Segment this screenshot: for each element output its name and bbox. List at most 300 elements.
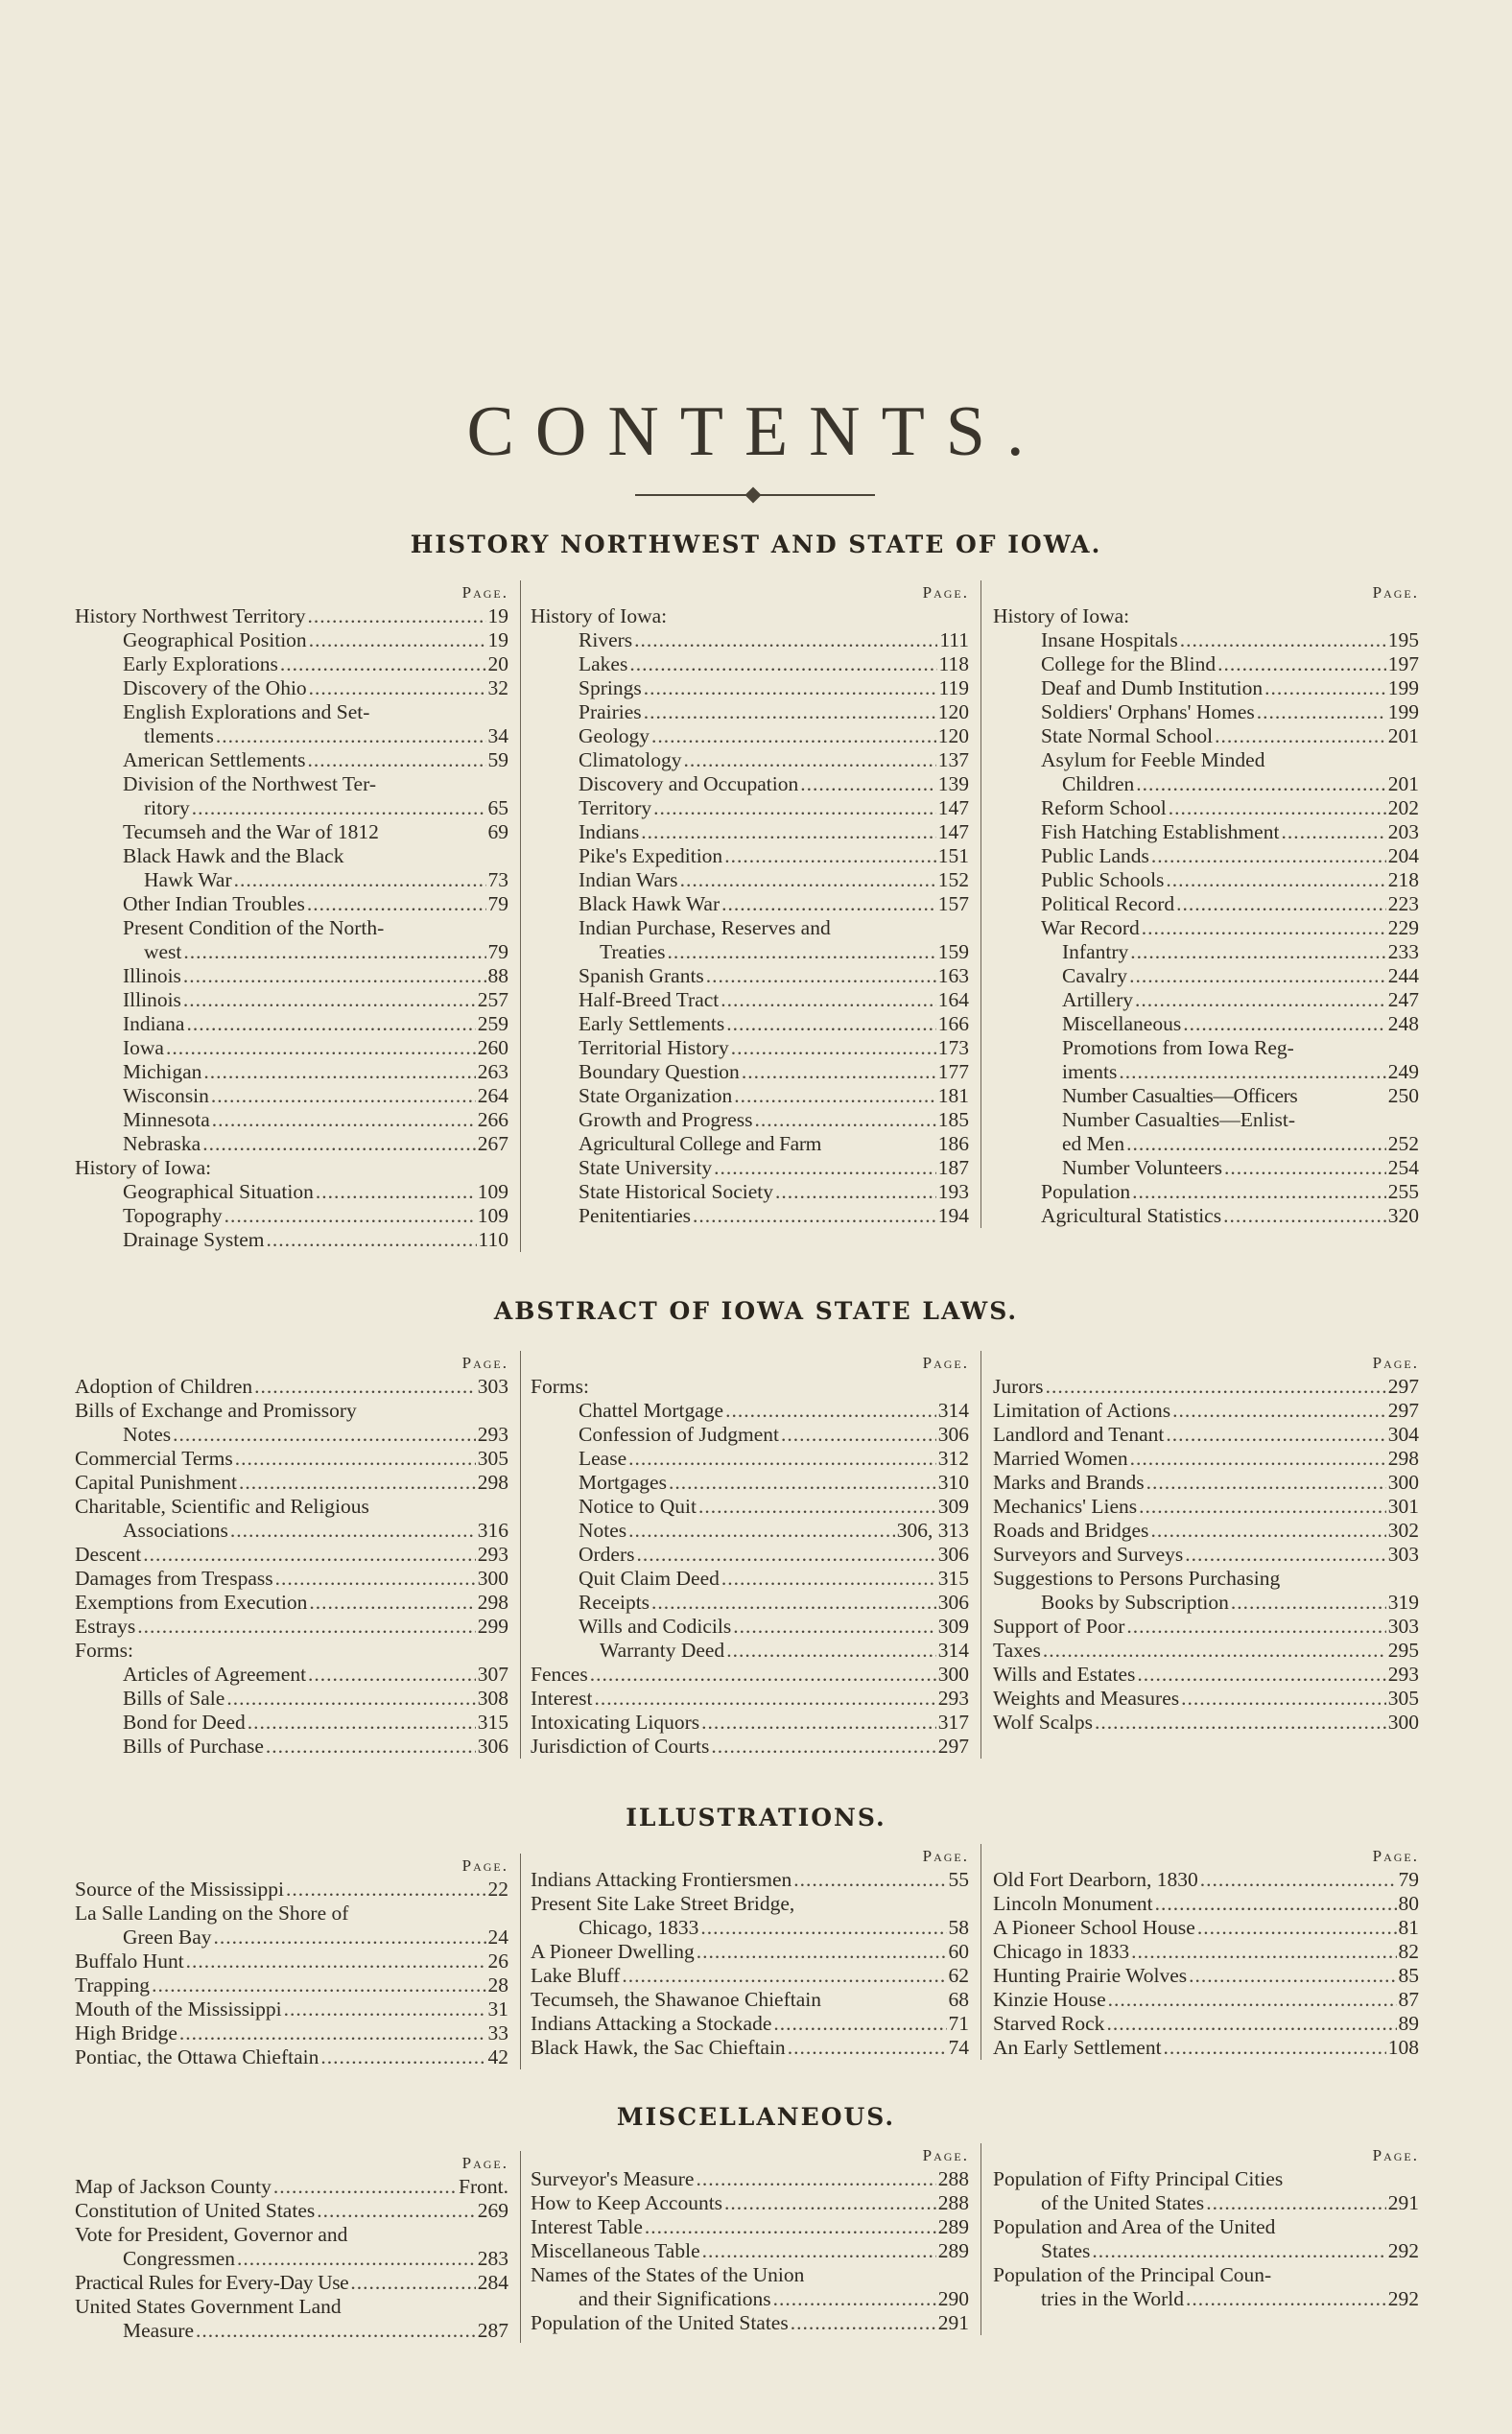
toc-entry-title: Number Casualties—Officers	[1062, 1084, 1298, 1107]
dot-leader	[667, 940, 935, 964]
toc-heading-line: Population of the Principal Coun-	[993, 2263, 1272, 2286]
toc-entry-title: Constitution of United States	[75, 2199, 316, 2222]
toc-entry-page-number: 79	[487, 940, 508, 963]
toc-entry-title: Territorial History	[579, 1036, 729, 1059]
toc-entry-page-number: 306	[937, 1591, 969, 1614]
toc-entry-page-number: Front.	[459, 2175, 508, 2198]
toc-entry-title: Wills and Codicils	[579, 1615, 732, 1638]
toc-entry-title: Damages from Trespass	[75, 1567, 273, 1590]
toc-entry	[531, 1940, 980, 1964]
dot-leader	[309, 1591, 475, 1615]
dot-leader	[1046, 1375, 1386, 1399]
toc-entry-page-number: 26	[487, 1950, 508, 1973]
page-column-label: Page.	[922, 2146, 969, 2164]
toc-entry-title: Penitentiaries	[579, 1204, 692, 1227]
toc-entry-page-number: 295	[1387, 1639, 1419, 1662]
toc-entry	[993, 1892, 1430, 1916]
toc-entry-title: tlements	[144, 724, 214, 747]
toc-entry-page-number: 287	[477, 2319, 508, 2342]
dot-leader	[284, 1997, 486, 2021]
toc-entry-title: Early Explorations	[123, 652, 278, 675]
toc-entry	[531, 2036, 980, 2060]
toc-entry-title: tries in the World	[1041, 2287, 1184, 2310]
toc-entry-title: Intoxicating Liquors	[531, 1711, 700, 1734]
toc-entry-page-number: 310	[937, 1471, 969, 1494]
toc-entry-page-number: 303	[1387, 1543, 1419, 1566]
toc-entry	[993, 1495, 1430, 1519]
toc-entry-page-number: 263	[477, 1060, 508, 1083]
toc-heading-line: History of Iowa:	[531, 604, 668, 627]
toc-entry	[531, 796, 980, 820]
toc-entry-page-number: 85	[1398, 1964, 1419, 1987]
dot-leader	[1166, 868, 1385, 892]
toc-entry-title: Indian Wars	[579, 868, 678, 891]
section-heading-miscellaneous: MISCELLANEOUS.	[616, 2103, 896, 2131]
toc-entry	[993, 1012, 1430, 1036]
toc-entry-title: Miscellaneous	[1062, 1012, 1182, 1035]
toc-entry-page-number: 157	[937, 892, 969, 915]
toc-entry-title: Articles of Agreement	[123, 1663, 307, 1686]
toc-entry-page-number: 65	[487, 796, 508, 819]
toc-entry	[993, 1591, 1430, 1615]
toc-entry	[75, 1615, 520, 1639]
toc-entry	[993, 1471, 1430, 1495]
toc-entry-title: Surveyors and Surveys	[993, 1543, 1184, 1566]
miscellaneous-column-2	[521, 2143, 981, 2335]
toc-entry-page-number: 307	[477, 1663, 508, 1686]
dot-leader	[203, 1060, 475, 1084]
toc-entry-title: Infantry	[1062, 940, 1129, 963]
toc-entry	[993, 1180, 1430, 1204]
dot-leader	[183, 940, 485, 964]
toc-entry-page-number: 250	[1387, 1084, 1419, 1107]
toc-entry-title: Michigan	[123, 1060, 202, 1083]
toc-entry-title: Miscellaneous Table	[531, 2239, 700, 2262]
dot-leader	[308, 1663, 476, 1687]
toc-entry-page-number: 197	[1387, 652, 1419, 675]
dot-leader	[1206, 2191, 1386, 2215]
toc-entry-title: Chicago in 1833	[993, 1940, 1130, 1963]
dot-leader	[726, 1012, 935, 1036]
toc-entry-page-number: 306	[937, 1423, 969, 1446]
toc-entry-title: Taxes	[993, 1639, 1041, 1662]
laws-column-3	[981, 1351, 1430, 1735]
toc-entry	[531, 1423, 980, 1447]
toc-entry-page-number: 69	[487, 820, 508, 843]
toc-entry	[993, 1711, 1430, 1735]
toc-entry	[993, 724, 1430, 748]
toc-entry	[531, 1132, 980, 1156]
toc-entry	[531, 2239, 980, 2263]
toc-entry	[75, 1735, 520, 1759]
toc-entry	[531, 628, 980, 652]
toc-entry-title: Hunting Prairie Wolves	[993, 1964, 1188, 1987]
toc-entry-page-number: 87	[1398, 1988, 1419, 2011]
toc-heading-line: Names of the States of the Union	[531, 2263, 805, 2286]
toc-entry-page-number: 312	[937, 1447, 969, 1470]
dot-leader	[350, 2271, 475, 2295]
dot-leader	[1176, 892, 1386, 916]
toc-heading-line: Population and Area of the United	[993, 2215, 1276, 2238]
dot-leader	[1131, 1940, 1396, 1964]
toc-entry	[993, 1375, 1430, 1399]
toc-entry-title: Number Volunteers	[1062, 1156, 1223, 1179]
toc-entry-page-number: 62	[948, 1964, 969, 1987]
dot-leader	[1119, 1060, 1385, 1084]
toc-entry	[531, 1471, 980, 1495]
toc-entry-title: Support of Poor	[993, 1615, 1125, 1638]
toc-entry	[75, 892, 520, 916]
toc-entry-title: State Normal School	[1041, 724, 1214, 747]
toc-entry	[993, 2191, 1430, 2215]
toc-entry-page-number: 120	[937, 700, 969, 723]
section-heading-illustrations: ILLUSTRATIONS.	[626, 1804, 886, 1831]
toc-entry	[531, 1060, 980, 1084]
toc-entry	[531, 2311, 980, 2335]
dot-leader	[725, 1399, 936, 1423]
page-column-label: Page.	[1372, 1847, 1419, 1865]
toc-entry-page-number: 187	[937, 1156, 969, 1179]
toc-entry-page-number: 293	[1387, 1663, 1419, 1686]
toc-entry-title: Notes	[579, 1519, 627, 1542]
toc-entry	[531, 964, 980, 988]
toc-entry-page-number: 303	[1387, 1615, 1419, 1638]
toc-entry-title: Indians	[579, 820, 640, 843]
toc-entry-page-number: 118	[938, 652, 969, 675]
toc-entry-title: American Settlements	[123, 748, 306, 771]
toc-entry	[75, 1204, 520, 1228]
toc-entry	[75, 796, 520, 820]
dot-leader	[1135, 988, 1386, 1012]
toc-entry-title: Associations	[123, 1519, 228, 1542]
dot-leader	[192, 796, 486, 820]
toc-entry-title: Geographical Position	[123, 628, 307, 651]
toc-entry-page-number: 108	[1387, 2036, 1419, 2059]
toc-entry-page-number: 137	[937, 748, 969, 771]
toc-entry-page-number: 306	[477, 1735, 508, 1758]
toc-entry-page-number: 292	[1387, 2287, 1419, 2310]
toc-entry-title: Nebraska	[123, 1132, 201, 1155]
dot-leader	[721, 988, 935, 1012]
dot-leader	[1136, 772, 1386, 796]
toc-entry-title: Receipts	[579, 1591, 650, 1614]
toc-entry	[531, 772, 980, 796]
dot-leader	[196, 2319, 476, 2343]
toc-entry-page-number: 297	[1387, 1375, 1419, 1398]
dot-leader	[594, 1687, 935, 1711]
toc-entry-title: Illinois	[123, 964, 181, 987]
dot-leader	[1132, 1180, 1386, 1204]
toc-entry-title: Surveyor's Measure	[531, 2167, 695, 2190]
dot-leader	[273, 2175, 457, 2199]
toc-heading-line: Vote for President, Governor and	[75, 2223, 348, 2246]
toc-entry	[75, 1108, 520, 1132]
toc-entry	[75, 1663, 520, 1687]
dot-leader	[1150, 1519, 1385, 1543]
dot-leader	[179, 2021, 486, 2045]
toc-heading-line: Bills of Exchange and Promissory	[75, 1399, 357, 1422]
toc-entry-title: Agricultural Statistics	[1041, 1204, 1222, 1227]
toc-entry	[531, 1591, 980, 1615]
toc-entry-page-number: 199	[1387, 700, 1419, 723]
toc-entry-title: Bills of Purchase	[123, 1735, 264, 1758]
dot-leader	[173, 1423, 476, 1447]
dot-leader	[183, 988, 476, 1012]
toc-entry	[993, 892, 1430, 916]
toc-entry-title: Discovery and Occupation	[579, 772, 799, 795]
page-column-label: Page.	[461, 1856, 508, 1875]
toc-entry	[993, 1060, 1430, 1084]
toc-entry-title: Deaf and Dumb Institution	[1041, 676, 1264, 699]
toc-entry-title: Orders	[579, 1543, 635, 1566]
toc-entry-title: Indiana	[123, 1012, 185, 1035]
dot-leader	[237, 2247, 476, 2271]
dot-leader	[700, 1916, 946, 1940]
toc-entry-page-number: 177	[937, 1060, 969, 1083]
toc-entry-title: Drainage System	[123, 1228, 265, 1251]
dot-leader	[1130, 1447, 1386, 1471]
toc-entry-page-number: 269	[477, 2199, 508, 2222]
toc-entry	[993, 700, 1430, 724]
toc-entry	[75, 1084, 520, 1108]
toc-entry	[531, 1399, 980, 1423]
toc-entry-page-number: 260	[477, 1036, 508, 1059]
toc-entry-title: Reform School	[1041, 796, 1167, 819]
toc-entry-title: Limitation of Actions	[993, 1399, 1171, 1422]
toc-entry	[531, 1567, 980, 1591]
toc-heading-line: History of Iowa:	[993, 604, 1130, 627]
toc-heading-line: Promotions from Iowa Reg-	[1062, 1036, 1294, 1059]
toc-entry	[993, 1964, 1430, 1988]
toc-heading-line: History of Iowa:	[75, 1156, 212, 1179]
toc-entry	[531, 1615, 980, 1639]
toc-entry-page-number: 288	[937, 2191, 969, 2214]
toc-entry-title: Interest Table	[531, 2215, 643, 2238]
dot-leader	[137, 1615, 475, 1639]
toc-entry	[75, 1567, 520, 1591]
toc-entry	[531, 1663, 980, 1687]
toc-entry	[993, 1543, 1430, 1567]
toc-entry-title: Public Schools	[1041, 868, 1165, 891]
page-column-label: Page.	[461, 583, 508, 602]
toc-entry	[75, 1036, 520, 1060]
toc-entry	[993, 1988, 1430, 2012]
toc-entry-page-number: 293	[477, 1543, 508, 1566]
toc-entry-page-number: 254	[1387, 1156, 1419, 1179]
dot-leader	[644, 700, 936, 724]
toc-entry	[531, 940, 980, 964]
toc-entry-page-number: 300	[477, 1567, 508, 1590]
toc-entry	[75, 1375, 520, 1399]
toc-entry-title: Kinzie House	[993, 1988, 1106, 2011]
laws-column-2	[521, 1351, 981, 1759]
dot-leader	[669, 1471, 936, 1495]
toc-entry-title: Insane Hospitals	[1041, 628, 1178, 651]
toc-entry	[993, 964, 1430, 988]
toc-entry-page-number: 33	[487, 2021, 508, 2044]
toc-entry-title: Green Bay	[123, 1926, 212, 1949]
toc-entry-page-number: 19	[487, 604, 508, 627]
toc-entry	[75, 1926, 520, 1950]
toc-entry-page-number: 292	[1387, 2239, 1419, 2262]
toc-entry-title: Mechanics' Liens	[993, 1495, 1138, 1518]
toc-entry-page-number: 320	[1387, 1204, 1419, 1227]
toc-entry-title: Measure	[123, 2319, 195, 2342]
toc-entry	[75, 2175, 520, 2199]
toc-entry-page-number: 300	[1387, 1711, 1419, 1734]
dot-leader	[1185, 1543, 1385, 1567]
toc-entry-page-number: 288	[937, 2167, 969, 2190]
history-column-3	[981, 580, 1430, 1228]
toc-entry	[993, 1204, 1430, 1228]
toc-entry	[531, 2287, 980, 2311]
toc-entry-title: Population of the United States	[531, 2311, 789, 2334]
toc-entry-title: Pike's Expedition	[579, 844, 723, 867]
toc-entry-page-number: 195	[1387, 628, 1419, 651]
toc-entry	[531, 1495, 980, 1519]
history-column-2	[521, 580, 981, 1228]
toc-entry-page-number: 193	[937, 1180, 969, 1203]
toc-entry-page-number: 31	[487, 1997, 508, 2020]
toc-entry-title: Other Indian Troubles	[123, 892, 305, 915]
toc-entry	[993, 2012, 1430, 2036]
toc-entry-page-number: 252	[1387, 1132, 1419, 1155]
toc-entry	[75, 1060, 520, 1084]
toc-entry-title: Notes	[123, 1423, 172, 1446]
toc-entry-page-number: 306	[937, 1543, 969, 1566]
toc-entry-page-number: 255	[1387, 1180, 1419, 1203]
illustrations-column-2	[521, 1844, 981, 2060]
dot-leader	[1186, 2287, 1386, 2311]
toc-entry-title: Books by Subscription	[1041, 1591, 1229, 1614]
dot-leader	[1181, 1687, 1386, 1711]
dot-leader	[1129, 964, 1386, 988]
toc-entry-title: Lake Bluff	[531, 1964, 621, 1987]
miscellaneous-column-1	[75, 2151, 521, 2343]
toc-heading-line: Forms:	[75, 1639, 133, 1662]
toc-entry-page-number: 291	[937, 2311, 969, 2334]
toc-entry-page-number: 291	[1387, 2191, 1419, 2214]
dot-leader	[1043, 1639, 1386, 1663]
dot-leader	[1137, 1663, 1385, 1687]
toc-entry	[75, 1950, 520, 1973]
dot-leader	[1166, 1423, 1385, 1447]
toc-entry-title: Geographical Situation	[123, 1180, 314, 1203]
toc-entry-page-number: 249	[1387, 1060, 1419, 1083]
toc-entry	[75, 2319, 520, 2343]
toc-entry	[75, 1228, 520, 1252]
toc-entry-page-number: 229	[1387, 916, 1419, 939]
toc-entry	[75, 868, 520, 892]
toc-entry-title: Practical Rules for Every-Day Use	[75, 2271, 349, 2294]
dot-leader	[309, 676, 486, 700]
dot-leader	[721, 1567, 936, 1591]
toc-entry-title: Rivers	[579, 628, 633, 651]
toc-entry-title: Black Hawk War	[579, 892, 721, 915]
dot-leader	[731, 1036, 936, 1060]
toc-entry	[993, 868, 1430, 892]
toc-heading-line: Division of the Northwest Ter-	[123, 772, 376, 795]
dot-leader	[186, 1950, 486, 1973]
dot-leader	[628, 1447, 936, 1471]
toc-entry-title: Lease	[579, 1447, 627, 1470]
dot-leader	[693, 1204, 936, 1228]
toc-heading-line: Asylum for Feeble Minded	[1041, 748, 1265, 771]
toc-entry-page-number: 185	[937, 1108, 969, 1131]
dot-leader	[216, 724, 486, 748]
toc-entry	[531, 724, 980, 748]
toc-entry-page-number: 297	[1387, 1399, 1419, 1422]
dot-leader	[714, 1156, 936, 1180]
toc-entry	[75, 1519, 520, 1543]
toc-entry-page-number: 201	[1387, 772, 1419, 795]
toc-entry	[531, 892, 980, 916]
toc-entry-title: High Bridge	[75, 2021, 177, 2044]
dot-leader	[733, 1615, 936, 1639]
toc-entry-title: Prairies	[579, 700, 642, 723]
toc-entry-title: Chattel Mortgage	[579, 1399, 724, 1422]
toc-entry	[75, 988, 520, 1012]
toc-entry-page-number: 317	[937, 1711, 969, 1734]
illustrations-column-1	[75, 1854, 521, 2069]
toc-entry-page-number: 309	[937, 1615, 969, 1638]
toc-entry-title: Bond for Deed	[123, 1711, 246, 1734]
toc-entry-page-number: 199	[1387, 676, 1419, 699]
toc-heading-line: Charitable, Scientific and Religious	[75, 1495, 369, 1518]
toc-entry-title: Climatology	[579, 748, 682, 771]
toc-entry-page-number: 79	[1398, 1868, 1419, 1891]
toc-entry-title: Topography	[123, 1204, 223, 1227]
toc-entry-page-number: 308	[477, 1687, 508, 1710]
toc-entry-title: Buffalo Hunt	[75, 1950, 184, 1973]
toc-entry-page-number: 186	[937, 1132, 969, 1155]
toc-entry-title: Married Women	[993, 1447, 1128, 1470]
toc-entry-page-number: 34	[487, 724, 508, 747]
toc-entry	[531, 1868, 980, 1892]
toc-entry	[993, 1447, 1430, 1471]
toc-entry	[993, 772, 1430, 796]
page-column-label: Page.	[922, 1354, 969, 1372]
toc-entry-page-number: 202	[1387, 796, 1419, 819]
toc-entry	[531, 652, 980, 676]
toc-entry-page-number: 20	[487, 652, 508, 675]
toc-entry-title: Exemptions from Execution	[75, 1591, 308, 1614]
toc-entry-page-number: 298	[1387, 1447, 1419, 1470]
toc-entry	[531, 2167, 980, 2191]
toc-entry	[531, 700, 980, 724]
dot-leader	[622, 1964, 946, 1988]
dot-leader	[680, 868, 936, 892]
dot-leader	[634, 628, 937, 652]
toc-entry-title: Mortgages	[579, 1471, 667, 1494]
dot-leader	[1126, 1132, 1386, 1156]
toc-entry	[531, 2215, 980, 2239]
miscellaneous-column-3	[981, 2143, 1430, 2311]
dot-leader	[726, 1639, 936, 1663]
toc-entry	[531, 1180, 980, 1204]
toc-entry	[531, 1204, 980, 1228]
toc-entry-page-number: 293	[937, 1687, 969, 1710]
toc-entry	[531, 748, 980, 772]
toc-entry-title: Descent	[75, 1543, 142, 1566]
toc-entry-page-number: 173	[937, 1036, 969, 1059]
toc-entry-title: State Organization	[579, 1084, 733, 1107]
dot-leader	[1092, 2239, 1385, 2263]
toc-entry	[531, 868, 980, 892]
dot-leader	[653, 796, 936, 820]
toc-entry-page-number: 79	[487, 892, 508, 915]
dot-leader	[1257, 700, 1386, 724]
